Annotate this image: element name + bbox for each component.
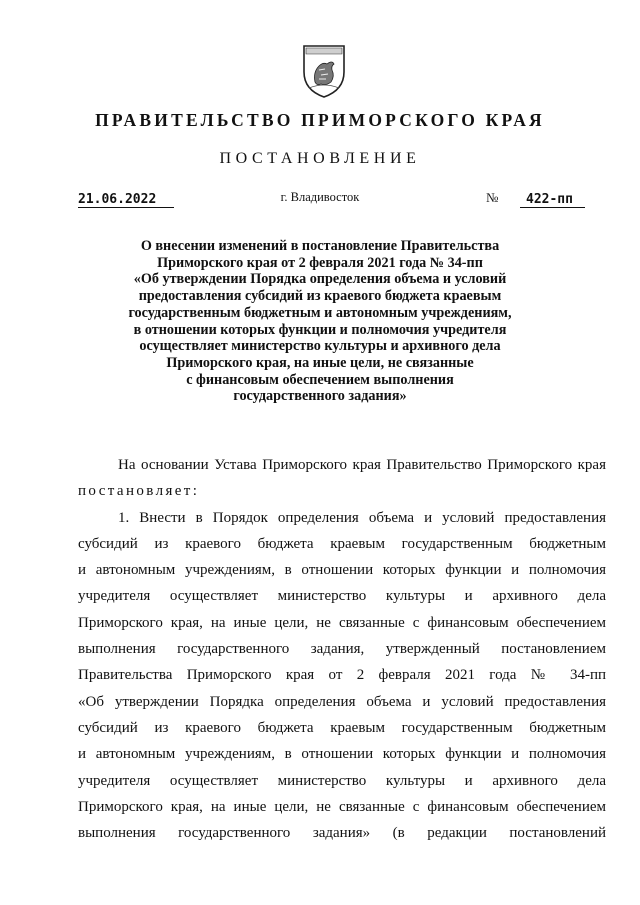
body-line: «Об утверждении Порядка определения объема и условий предоставления <box>78 693 606 710</box>
title-line: государственным бюджетным и автономным учреждениям, <box>128 304 512 321</box>
title-line: осуществляет министерство культуры и архивного дела <box>139 338 501 355</box>
document-number: 422-пп <box>520 192 585 208</box>
body-line: Приморского края, на иные цели, не связанные с финансовым обеспечением <box>78 614 606 631</box>
organization-name: ПРАВИТЕЛЬСТВО ПРИМОРСКОГО КРАЯ <box>95 110 545 130</box>
body-line: учредителя осуществляет министерство культуры и архивного дела <box>78 588 606 605</box>
body-line: выполнения государственного задания, утвержденный постановлением <box>78 641 606 658</box>
body-line: и автономным учреждениям, в отношении которых функции и полномочия <box>78 746 606 763</box>
document-type: ПОСТАНОВЛЕНИЕ <box>219 150 421 167</box>
title-line: О внесении изменений в постановление Правительства <box>140 238 500 254</box>
body-line: выполнения государственного задания» (в редакции постановлений <box>78 825 606 842</box>
title-line: в отношении которых функции и полномочия учредителя <box>133 321 507 338</box>
title-line: Приморского края, на иные цели, не связанные <box>166 354 474 371</box>
body-line: учредителя осуществляет министерство культуры и архивного дела <box>78 772 606 789</box>
body-line: субсидий из краевого бюджета краевым государственным бюджетным <box>78 719 606 736</box>
title-line: с финансовым обеспечением выполнения <box>186 371 454 388</box>
document-body <box>78 452 606 846</box>
body-line: На основании Устава Приморского края Правительство Приморского края <box>118 457 606 473</box>
title-line: Приморского края от 2 февраля 2021 года № 34-пп <box>157 254 483 271</box>
coat-of-arms-icon <box>301 42 347 100</box>
body-line: 1. Внести в Порядок определения объема и условий предоставления <box>118 509 606 526</box>
body-line: и автономным учреждениям, в отношении которых функции и полномочия <box>78 562 606 579</box>
title-line: «Об утверждении Порядка определения объема и условий <box>133 271 507 288</box>
body-line: постановляет: <box>78 483 200 500</box>
document-city: г. Владивосток <box>280 190 360 204</box>
number-sign: № <box>486 190 499 205</box>
body-line: Приморского края, на иные цели, не связанные с финансовым обеспечением <box>78 798 606 815</box>
title-line: государственного задания» <box>233 388 407 405</box>
body-line: Правительства Приморского края от 2 февраля 2021 года № 34-пп <box>78 667 606 684</box>
body-line: субсидий из краевого бюджета краевым государственным бюджетным <box>78 535 606 552</box>
title-line: предоставления субсидий из краевого бюджета краевым <box>138 288 502 305</box>
document-date: 21.06.2022 <box>78 192 174 208</box>
document-title <box>60 238 580 405</box>
